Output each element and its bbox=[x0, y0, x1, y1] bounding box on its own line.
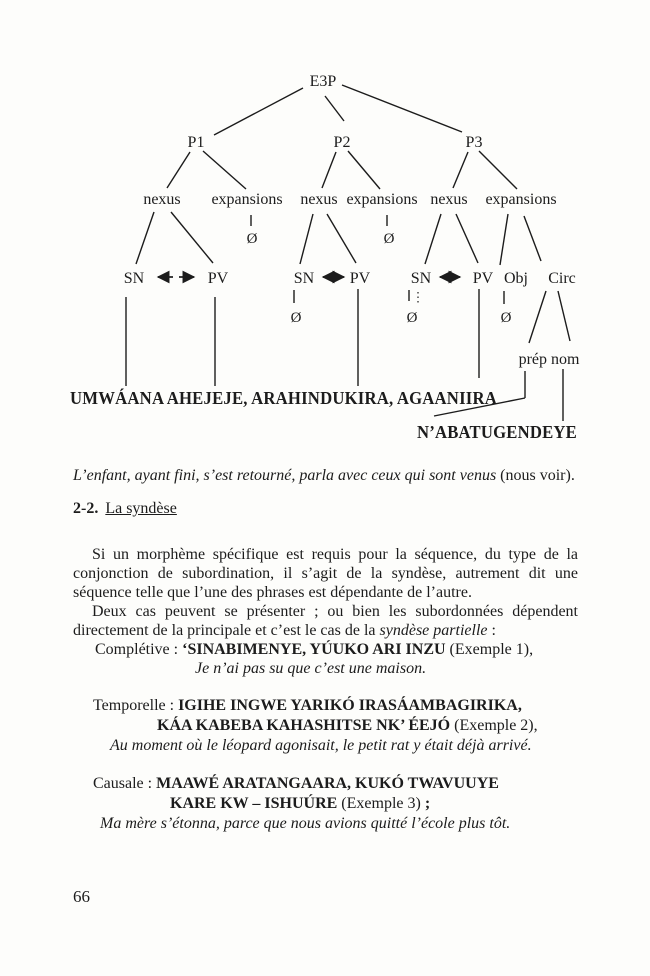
edge-e3p-p2 bbox=[325, 96, 344, 121]
tree-node-p1: P1 bbox=[187, 134, 205, 151]
tree-node-sn-2: SN bbox=[293, 270, 315, 287]
tree-node-expansions-1: expansions bbox=[211, 191, 283, 208]
paragraph-syndese-definition: Si un morphème spécifique est requis pour la séquence, du type de la conjonction de subordination, il s’agit de la syndèse, autrement dit une séquence telle que l’une des phrases est dépendante de l’autre. bbox=[73, 546, 578, 601]
tree-node-pv-1: PV bbox=[207, 270, 229, 287]
section-number: 2-2. bbox=[73, 500, 99, 517]
tree-node-p2: P2 bbox=[333, 134, 351, 151]
paragraph-deux-cas bbox=[73, 602, 578, 640]
tree-node-nexus-3: nexus bbox=[430, 191, 468, 208]
tree-node-obj: Obj bbox=[504, 270, 528, 287]
example-temporelle-line-2 bbox=[157, 716, 578, 736]
example-causale-block bbox=[73, 774, 578, 834]
tree-node-expansions-2: expansions bbox=[346, 191, 418, 208]
example-completive-ref: (Exemple 1), bbox=[445, 641, 534, 658]
syndese-partielle-italic: syndèse partielle bbox=[379, 622, 488, 639]
translation-sentence bbox=[73, 466, 578, 485]
example-completive-kirundi: ‘SINABIMENYE, YÚUKO ARI INZU bbox=[182, 641, 446, 658]
example-temporelle-label: Temporelle : bbox=[93, 697, 179, 714]
example-causale-ref-tail: ; bbox=[420, 795, 431, 812]
example-causale-kirundi-1: MAAWÉ ARATANGAARA, KUKÓ TWAVUUYE bbox=[156, 775, 499, 792]
tree-node-nexus-2: nexus bbox=[300, 191, 338, 208]
example-temporelle-line-1 bbox=[93, 696, 578, 716]
tree-sentence-main: UMWÁANA AHEJEJE, ARAHINDUKIRA, AGAANIIRA bbox=[70, 388, 530, 408]
edge-p3-expansions3 bbox=[479, 151, 517, 189]
tree-node-null-obj: Ø bbox=[500, 310, 512, 326]
example-completive-translation: Je n’ai pas su que c’est une maison. bbox=[195, 660, 427, 677]
tree-node-expansions-3: expansions bbox=[485, 191, 557, 208]
example-temporelle-translation: Au moment où le léopard agonisait, le petit rat y était déjà arrivé. bbox=[110, 737, 532, 754]
edge-expansions3-circ bbox=[524, 216, 541, 261]
paragraph-deux-cas-start: Deux cas peuvent se présenter ; ou bien les subordonnées dépendent directement de la principale et c’est le cas de la bbox=[73, 603, 578, 639]
edge-nexus3-sn3 bbox=[425, 214, 441, 264]
edge-circ-nom bbox=[558, 291, 570, 341]
example-temporelle-kirundi-2: KÁA KABEBA KAHASHITSE NK’ ÉEJÓ bbox=[157, 717, 451, 734]
page-number: 66 bbox=[73, 887, 90, 906]
tree-node-e3p: E3P bbox=[309, 73, 337, 90]
edge-circ-prep bbox=[529, 291, 546, 343]
edge-nexus3-pv3 bbox=[456, 214, 478, 263]
syntax-tree-diagram bbox=[0, 0, 650, 452]
translation-italic: L’enfant, ayant fini, s’est retourné, parla avec ceux qui sont venus bbox=[73, 467, 501, 484]
tree-node-sn-1: SN bbox=[123, 270, 145, 287]
edge-nexus1-sn1 bbox=[136, 212, 154, 264]
tree-node-pv-3: PV bbox=[472, 270, 494, 287]
example-causale-label: Causale : bbox=[93, 775, 157, 792]
example-temporelle-kirundi-1: IGIHE INGWE YARIKÓ IRASÁAMBAGIRIKA, bbox=[178, 697, 522, 714]
example-completive-label: Complétive : bbox=[95, 641, 183, 658]
section-title: La syndèse bbox=[105, 500, 177, 517]
edge-p2-expansions2 bbox=[348, 151, 380, 189]
tree-sentence-sub: N’ABATUGENDEYE bbox=[417, 422, 577, 442]
translation-roman: (nous voir). bbox=[500, 467, 575, 484]
tree-node-circ: Circ bbox=[548, 270, 576, 287]
example-causale-ref: (Exemple 3) bbox=[337, 795, 421, 812]
tree-node-nexus-1: nexus bbox=[143, 191, 181, 208]
example-causale-translation: Ma mère s’étonna, parce que nous avions quitté l’école plus tôt. bbox=[100, 815, 511, 832]
tree-node-p3: P3 bbox=[465, 134, 483, 151]
edge-e3p-p3 bbox=[342, 85, 462, 132]
tree-node-null-sn-2: Ø bbox=[290, 310, 302, 326]
body-text bbox=[0, 466, 650, 834]
paragraph-deux-cas-end: : bbox=[487, 622, 496, 639]
edge-p1-nexus1 bbox=[167, 152, 190, 188]
example-causale-kirundi-2: KARE KW – ISHUÚRE bbox=[170, 795, 338, 812]
edge-nexus2-sn2 bbox=[300, 214, 313, 264]
edge-p3-nexus3 bbox=[453, 152, 468, 188]
tree-node-null-expansions-1: Ø bbox=[246, 231, 258, 247]
edge-p1-expansions1 bbox=[203, 151, 246, 189]
tree-node-null-expansions-2: Ø bbox=[383, 231, 395, 247]
edge-nexus1-pv1 bbox=[171, 212, 213, 263]
section-heading bbox=[73, 499, 578, 518]
tree-node-sn-3: SN bbox=[410, 270, 432, 287]
example-causale-line-1 bbox=[93, 774, 578, 794]
tree-node-prep-nom: prép nom bbox=[518, 351, 580, 368]
edge-nexus2-pv2 bbox=[327, 214, 356, 263]
example-completive-line bbox=[95, 640, 578, 659]
edge-expansions3-obj bbox=[500, 214, 508, 265]
example-causale-line-2 bbox=[170, 794, 578, 814]
tree-node-null-sn-3: Ø bbox=[406, 310, 418, 326]
tree-node-pv-2: PV bbox=[349, 270, 371, 287]
edge-e3p-p1 bbox=[214, 88, 303, 135]
example-temporelle-block bbox=[73, 696, 578, 756]
edge-p2-nexus2 bbox=[322, 152, 336, 188]
tree-nodes bbox=[70, 73, 580, 442]
example-temporelle-ref: (Exemple 2), bbox=[450, 717, 538, 734]
